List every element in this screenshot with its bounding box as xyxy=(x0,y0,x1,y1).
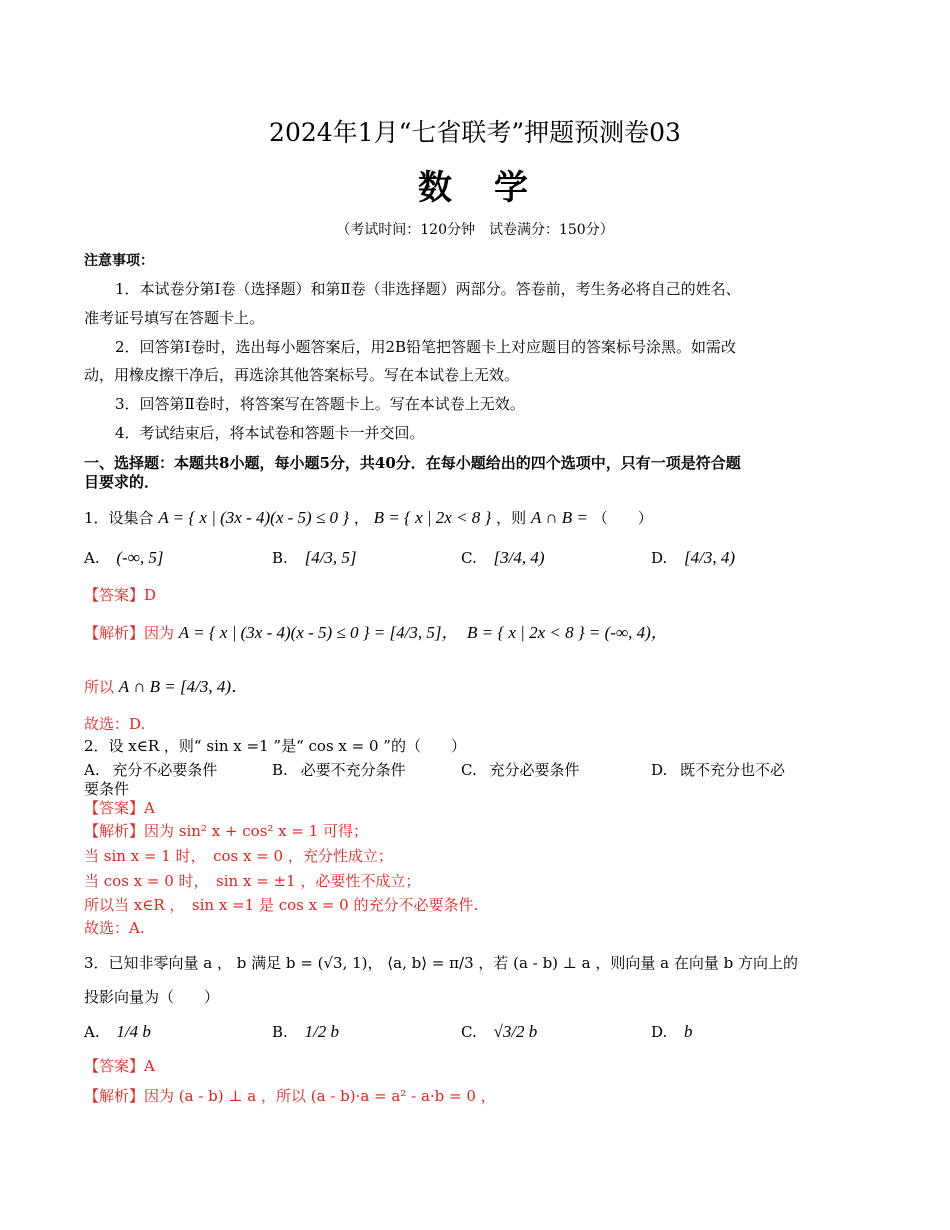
option-value: 充分不必要条件 xyxy=(112,761,218,779)
q3-analysis-1: 【解析】因为 (a - b) ⊥ a ，所以 (a - b)·a = a² - a·b = 0 ， xyxy=(84,1087,496,1105)
q1-analysis-1: A = { x | (3x - 4)(x - 5) ≤ 0 } = [4/3, 5]， B = { x | 2x < 8 } = (-∞, 4)， xyxy=(178,623,668,642)
option-value: (-∞, 5] xyxy=(116,548,164,567)
option-value: 必要不充分条件 xyxy=(300,761,406,779)
option-label: D. xyxy=(651,761,668,779)
section-heading: 一、选择题：本题共8小题，每小题5分，共40分．在每小题给出的四个选项中，只有一项是符合题 xyxy=(84,454,741,472)
subject-heading: 数 学 xyxy=(418,168,532,208)
q1-analysis-2 xyxy=(84,676,248,698)
q1-set-a: A = { x | (3x - 4)(x - 5) ≤ 0 } xyxy=(158,508,350,527)
option-value: 1/4 b xyxy=(116,1022,151,1041)
q2-analysis-4: 所以当 x∈R ， sin x =1 是 cos x = 0 的充分不必要条件. xyxy=(84,896,479,914)
q1-expr: A ∩ B = xyxy=(530,508,588,527)
q3-answer: 【答案】A xyxy=(84,1057,155,1075)
option-label: C. xyxy=(461,549,477,567)
q2-option-b xyxy=(272,759,406,780)
q1-set-b: B = { x | 2x < 8 } xyxy=(373,508,492,527)
q1-option-d xyxy=(651,548,735,568)
option-label: B. xyxy=(272,1023,288,1041)
q1-analysis-2-prefix: 所以 xyxy=(84,678,115,696)
option-label: C. xyxy=(461,1023,477,1041)
q3-option-a xyxy=(84,1022,151,1042)
q1-stem xyxy=(84,507,653,529)
exam-title: 2024年1月“七省联考”押题预测卷03 xyxy=(269,118,681,147)
q1-conclusion: 故选：D. xyxy=(84,715,146,733)
q1-analysis-2-expr: A ∩ B = [4/3, 4)． xyxy=(118,677,249,696)
q3-option-b xyxy=(272,1022,339,1042)
notice-item-4: 4．考试结束后，将本试卷和答题卡一并交回。 xyxy=(115,424,425,442)
q1-sep: ， xyxy=(353,509,369,527)
q2-conclusion: 故选：A. xyxy=(84,919,145,937)
q2-option-wrap: 要条件 xyxy=(84,780,130,798)
notice-item-1: 1．本试卷分第Ⅰ卷（选择题）和第Ⅱ卷（非选择题）两部分。答卷前，考生务必将自己的姓名、 xyxy=(115,280,741,298)
notice-item-2-cont: 动，用橡皮擦干净后，再选涂其他答案标号。写在本试卷上无效。 xyxy=(84,366,520,384)
option-label: A. xyxy=(84,761,100,779)
q3-stem-line2: 投影向量为（ ） xyxy=(84,988,220,1006)
notice-item-3: 3．回答第Ⅱ卷时，将答案写在答题卡上。写在本试卷上无效。 xyxy=(115,395,525,413)
q1-stem-prefix: 1．设集合 xyxy=(84,509,154,527)
notice-heading: 注意事项： xyxy=(84,253,154,269)
option-value: 既不充分也不必 xyxy=(680,761,786,779)
option-value: 充分必要条件 xyxy=(489,761,580,779)
q3-stem-line1: 3．已知非零向量 a ， b 满足 b = (√3, 1)， ⟨a, b⟩ = π/3 ，若 (a - b) ⊥ a ，则向量 a 在向量 b 方向上的 xyxy=(84,954,798,972)
option-label: D. xyxy=(651,1023,668,1041)
option-label: A. xyxy=(84,549,100,567)
q3-option-d xyxy=(651,1022,693,1042)
notice-item-2: 2．回答第Ⅰ卷时，选出每小题答案后，用2B铅笔把答题卡上对应题目的答案标号涂黑。如需改 xyxy=(115,338,737,356)
q2-analysis-3: 当 cos x = 0 时， sin x = ±1 ，必要性不成立； xyxy=(84,872,421,890)
q2-analysis-2: 当 sin x = 1 时， cos x = 0 ，充分性成立； xyxy=(84,847,393,865)
option-label: A. xyxy=(84,1023,100,1041)
notice-item-1-cont: 准考证号填写在答题卡上。 xyxy=(84,309,265,327)
q3-option-c xyxy=(461,1022,537,1042)
exam-info: （考试时间：120分钟 试卷满分：150分） xyxy=(336,222,614,238)
q1-option-c xyxy=(461,548,545,568)
q1-analysis xyxy=(84,622,668,644)
option-value: [4/3, 4) xyxy=(684,548,736,567)
q2-answer: 【答案】A xyxy=(84,799,155,817)
option-value: [3/4, 4) xyxy=(493,548,545,567)
q2-analysis-1: 【解析】因为 sin² x + cos² x = 1 可得； xyxy=(84,822,369,840)
option-label: B. xyxy=(272,761,288,779)
option-value: 1/2 b xyxy=(304,1022,340,1041)
option-label: B. xyxy=(272,549,288,567)
q2-option-c xyxy=(461,759,580,780)
section-heading-cont: 目要求的． xyxy=(84,473,160,491)
q1-option-a xyxy=(84,548,163,568)
option-label: C. xyxy=(461,761,477,779)
q1-paren: （ ） xyxy=(592,509,653,527)
option-value: [4/3, 5] xyxy=(304,548,357,567)
q2-option-d xyxy=(651,759,785,780)
q1-stem-suffix: ，则 xyxy=(496,509,527,527)
option-label: D. xyxy=(651,549,668,567)
q2-option-a xyxy=(84,759,217,780)
q2-stem: 2．设 x∈R ，则“ sin x =1 ”是“ cos x = 0 ”的（ ） xyxy=(84,737,466,755)
q1-option-b xyxy=(272,548,357,568)
q1-analysis-label: 【解析】因为 xyxy=(84,624,175,642)
q1-answer: 【答案】D xyxy=(84,586,157,604)
option-value: √3/2 b xyxy=(493,1022,538,1041)
option-value: b xyxy=(684,1022,693,1041)
